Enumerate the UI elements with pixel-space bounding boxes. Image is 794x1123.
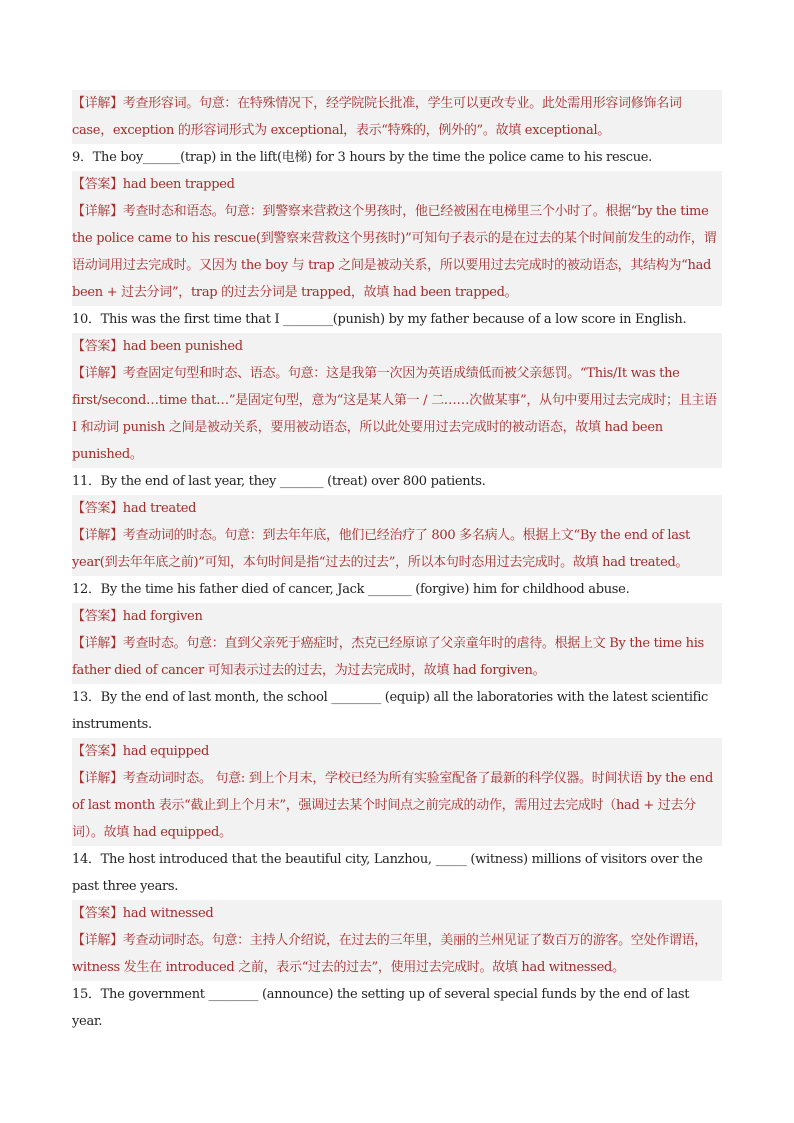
answer-14: 【答案】had witnessed	[72, 900, 722, 927]
question-9: 9．The boy______(trap) in the lift(电梯) for 3 hours by the time the police came to his rescue.	[72, 150, 653, 165]
answer-10: 【答案】had been punished	[72, 333, 722, 360]
answer-13: 【答案】had equipped	[72, 738, 722, 765]
answer-9: 【答案】had been trapped	[72, 171, 722, 198]
question-14: 14．The host introduced that the beautiful city, Lanzhou, _____ (witness) millions of visitors over the past three years.	[72, 852, 703, 894]
question-13: 13．By the end of last month, the school ________ (equip) all the laboratories with the latest scientific instruments.	[72, 690, 709, 732]
answer-11: 【答案】had treated	[72, 495, 722, 522]
question-10: 10．This was the first time that I ________(punish) by my father because of a low score in English.	[72, 312, 687, 327]
detail-8: 【详解】考查形容词。句意：在特殊情况下，经学院院长批准，学生可以更改专业。此处需用形容词修饰名词 case，exception 的形容词形式为 exceptional，表示“特殊的，例外的”。故填 exceptional。	[72, 90, 722, 144]
question-11: 11．By the end of last year, they _______ (treat) over 800 patients.	[72, 474, 486, 489]
detail-9: 【详解】考查时态和语态。句意：到警察来营救这个男孩时，他已经被困在电梯里三个小时了。根据“by the time the police came to his rescue(到警察来营救这个男孩时)”可知句子表示的是在过去的某个时间前发生的动作，谓语动词用过去完成时。又因为 the boy 与 trap 之间是被动关系，所以要用过去完成时的被动语态，其结构为“had been + 过去分词”，trap 的过去分词是 trapped，故填 had been trapped。	[72, 198, 722, 306]
detail-14: 【详解】考查动词时态。句意：主持人介绍说，在过去的三年里，美丽的兰州见证了数百万的游客。空处作谓语，witness 发生在 introduced 之前，表示“过去的过去”，使用过去完成时。故填 had witnessed。	[72, 927, 722, 981]
detail-10: 【详解】考查固定句型和时态、语态。句意：这是我第一次因为英语成绩低而被父亲惩罚。“This/It was the first/second…time that…”是固定句型，意为“这是某人第一 / 二……次做某事”，从句中要用过去完成时；且主语 I 和动词 punish 之间是被动关系，要用被动语态，所以此处要用过去完成时的被动语态，故填 had been punished。	[72, 360, 722, 468]
detail-13: 【详解】考查动词时态。 句意: 到上个月末，学校已经为所有实验室配备了最新的科学仪器。时间状语 by the end of last month 表示“截止到上个月末”，强调过去某个时间点之前完成的动作，需用过去完成时（had + 过去分词）。故填 had equipped。	[72, 765, 722, 846]
answer-12: 【答案】had forgiven	[72, 603, 722, 630]
detail-12: 【详解】考查时态。句意：直到父亲死于癌症时，杰克已经原谅了父亲童年时的虐待。根据上文 By the time his father died of cancer 可知表示过去的过去，为过去完成时，故填 had forgiven。	[72, 630, 722, 684]
detail-11: 【详解】考查动词的时态。句意：到去年年底，他们已经治疗了 800 多名病人。根据上文“By the end of last year(到去年年底之前)”可知，本句时间是指“过去的过去”，所以本句时态用过去完成时。故填 had treated。	[72, 522, 722, 576]
question-15: 15．The government ________ (announce) the setting up of several special funds by the end of last year.	[72, 987, 690, 1029]
question-12: 12．By the time his father died of cancer, Jack _______ (forgive) him for childhood abuse.	[72, 582, 630, 597]
